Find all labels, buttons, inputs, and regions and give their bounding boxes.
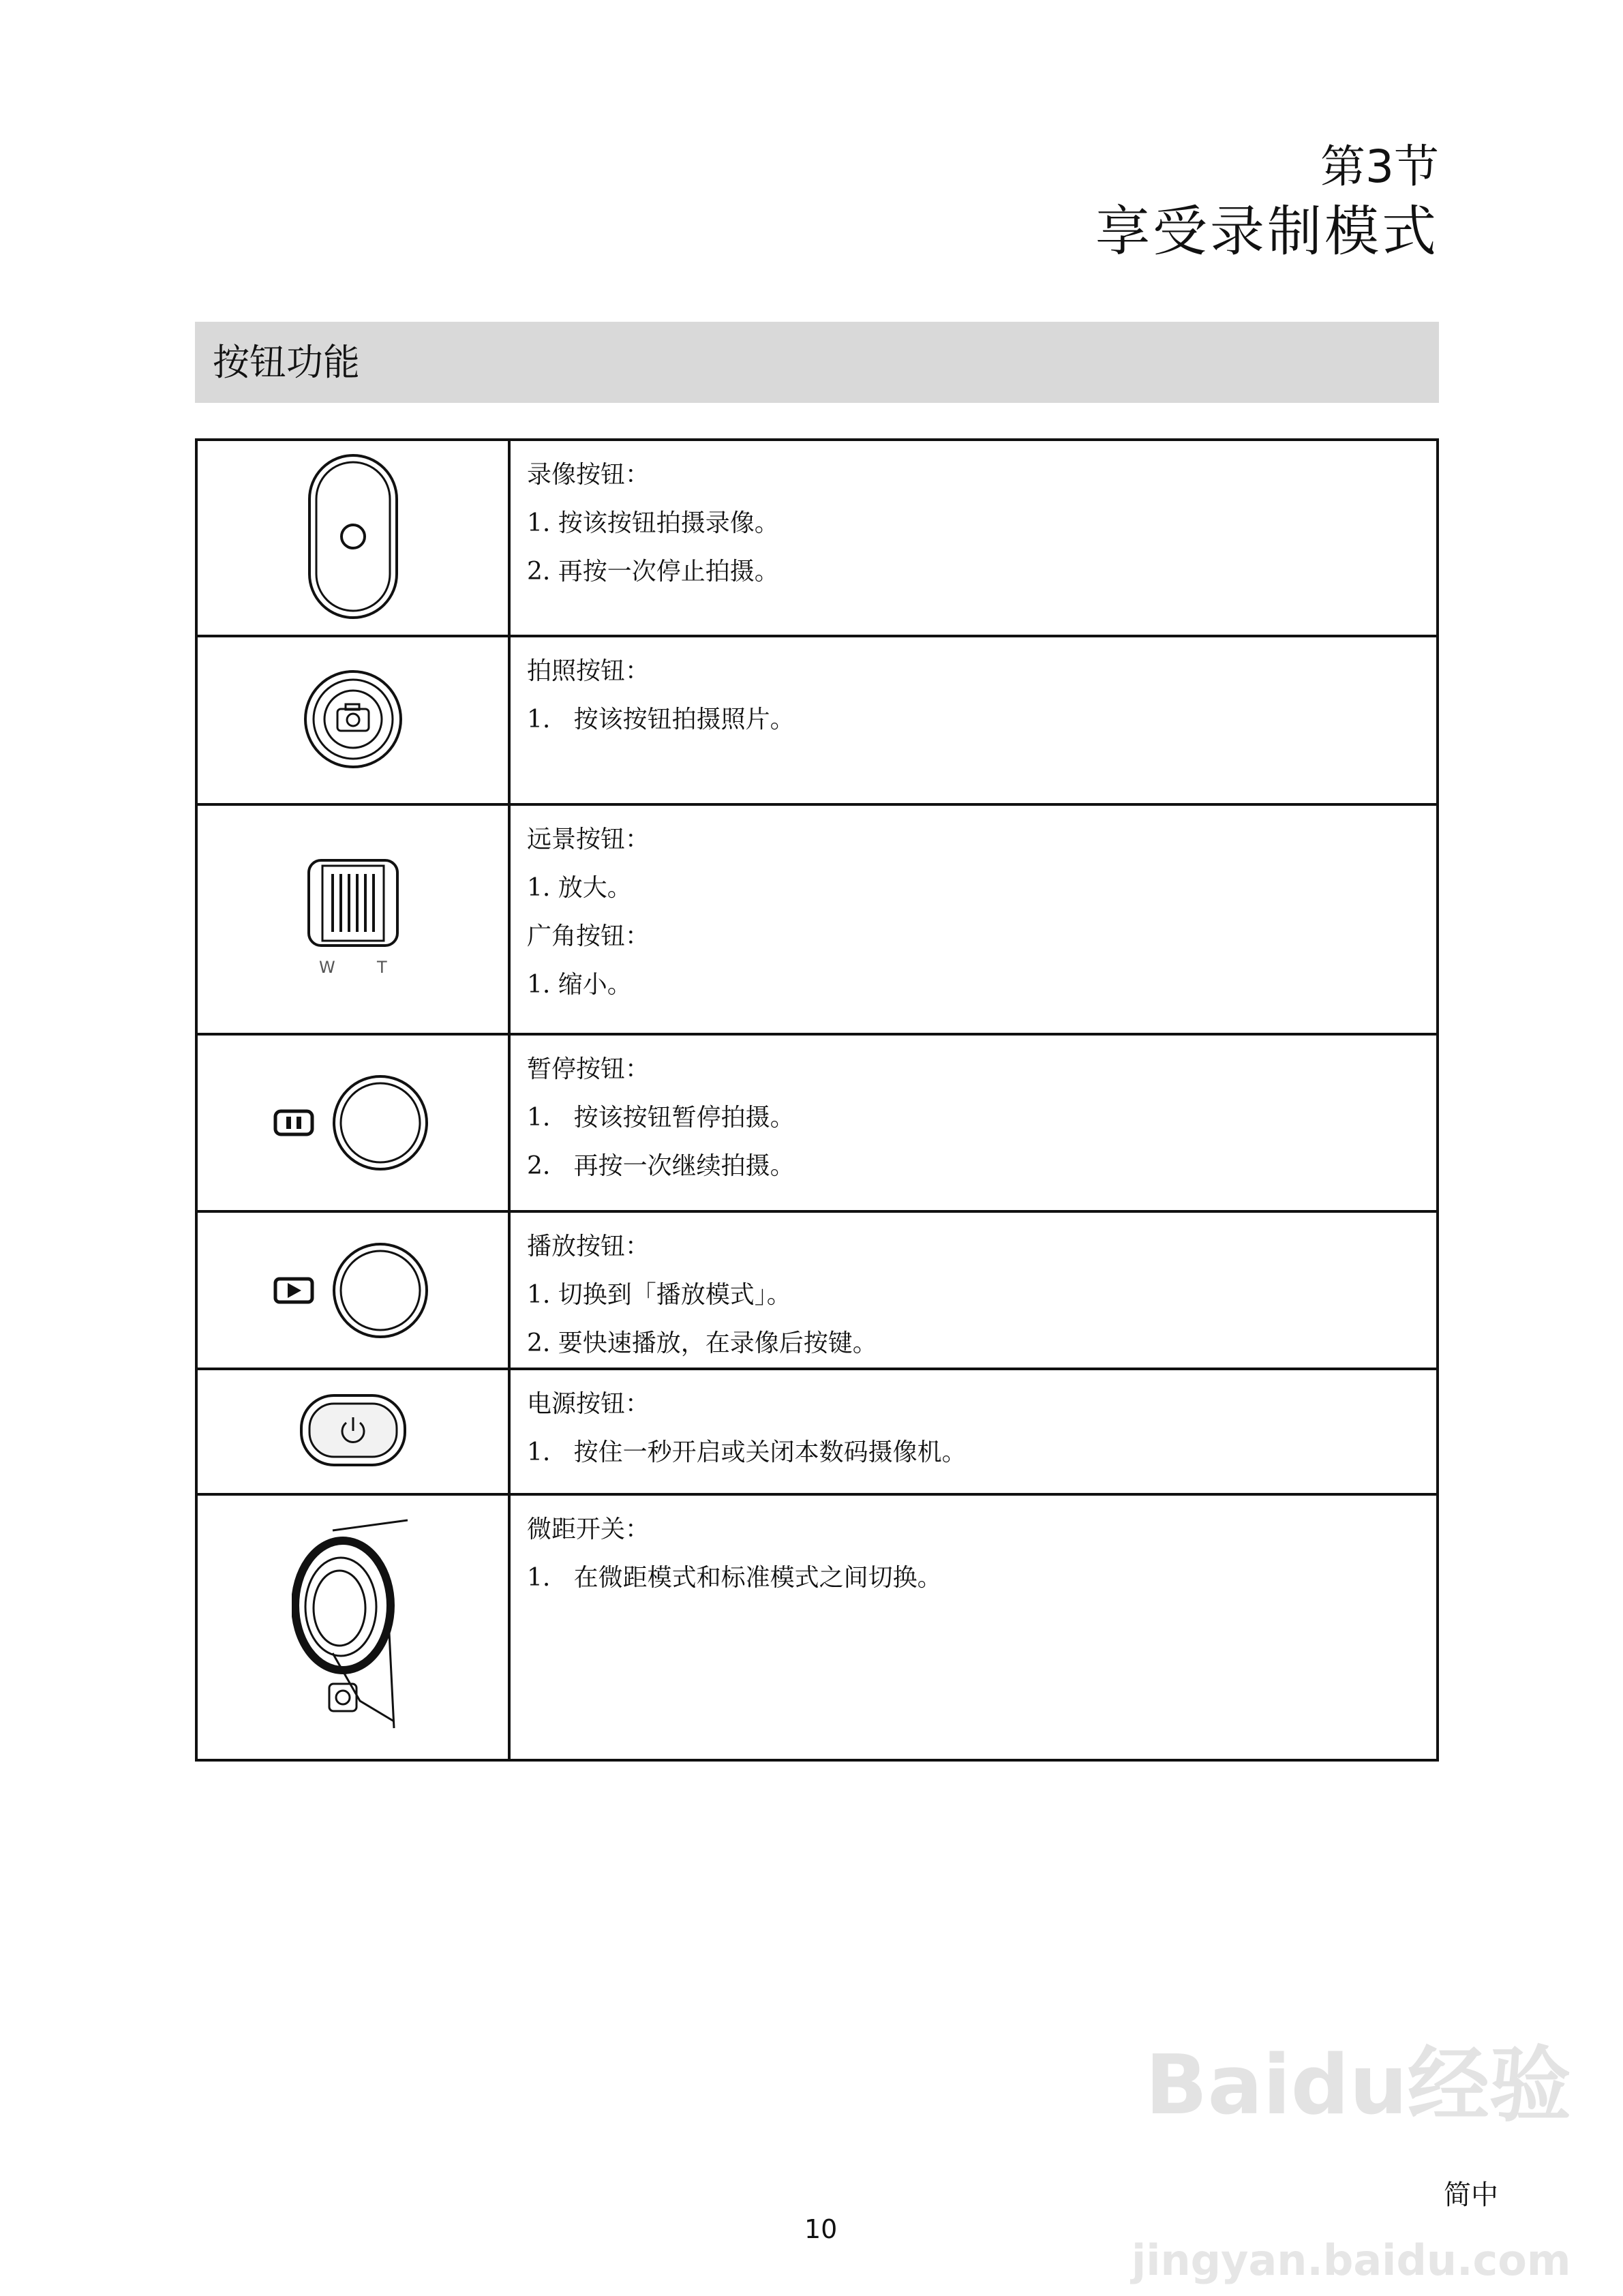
table-row: [196, 1369, 1438, 1494]
row-title: 微距开关：: [527, 1515, 650, 1543]
row-title: 电源按钮：: [527, 1390, 650, 1418]
table-row: [196, 1494, 1438, 1760]
row-line: 2. 要快速播放，在录像后按键。: [527, 1329, 877, 1357]
row-line: 2. 再按一次继续拍摄。: [527, 1152, 795, 1180]
section-bar: [195, 322, 1439, 403]
macro-switch-icon: [292, 1517, 414, 1735]
pause-button-icon: [271, 1070, 435, 1173]
table-row: [196, 440, 1438, 636]
row-line: 1. 按该按钮拍摄录像。: [527, 509, 779, 537]
button-function-table: [195, 438, 1439, 1762]
page-number: 10: [804, 2214, 838, 2244]
section-heading: 按钮功能: [213, 341, 360, 384]
table-row: [196, 804, 1438, 1034]
language-label: 简中: [1444, 2179, 1498, 2211]
table-row: [196, 1211, 1438, 1369]
row-title: 暂停按钮：: [527, 1055, 650, 1083]
row-title: 录像按钮：: [527, 461, 650, 489]
section-number: 第3节: [1320, 140, 1439, 193]
row-line: 1. 按住一秒开启或关闭本数码摄像机。: [527, 1438, 967, 1466]
camera-shutter-icon: [302, 668, 404, 770]
row-title: 远景按钮：: [527, 826, 650, 854]
row-line: 2. 再按一次停止拍摄。: [527, 558, 779, 586]
wide-label: W: [318, 957, 335, 977]
row-line: 1. 按该按钮拍摄照片。: [527, 706, 795, 734]
row-line: 1. 切换到「播放模式」。: [527, 1281, 791, 1309]
row-line: 1. 缩小。: [527, 971, 632, 999]
watermark-url: jingyan.baidu.com: [1132, 2235, 1571, 2285]
tele-label: T: [376, 957, 387, 977]
table-row: [196, 1034, 1438, 1211]
playback-button-icon: [271, 1238, 435, 1340]
watermark-logo: Baidu经验: [1145, 2038, 1571, 2133]
row-title: 拍照按钮：: [527, 657, 650, 685]
row-title: 广角按钮：: [527, 922, 650, 950]
row-title: 播放按钮：: [527, 1233, 650, 1260]
page-title: 享受录制模式: [1095, 200, 1439, 263]
zoom-lever-icon: [302, 854, 404, 983]
row-line: 1. 放大。: [527, 874, 632, 902]
table-row: [196, 636, 1438, 804]
power-button-icon: [299, 1393, 408, 1468]
row-line: 1. 在微距模式和标准模式之间切换。: [527, 1564, 942, 1592]
row-line: 1. 按该按钮暂停拍摄。: [527, 1104, 795, 1132]
record-button-icon: [305, 451, 401, 622]
